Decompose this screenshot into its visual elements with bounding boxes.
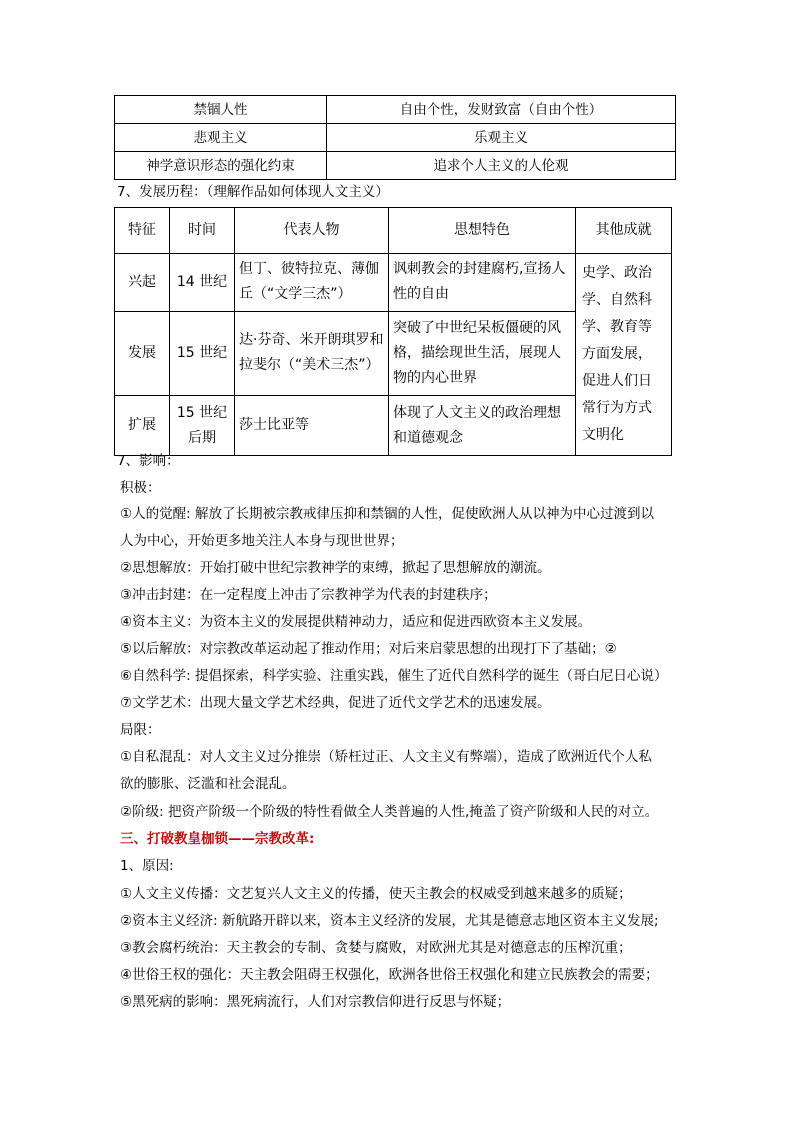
cause-line: ③教会腐朽统治：天主教会的专制、贪婪与腐败，对欧洲尤其是对德意志的压榨沉重； <box>120 940 632 956</box>
cause-line: ②资本主义经济: 新航路开辟以来，资本主义经济的发展，尤其是德意志地区资本主义发展; <box>120 913 659 929</box>
limit-line: 欲的膨胀、泛滥和社会混乱。 <box>120 776 296 792</box>
time-cell: 15 世纪 <box>170 311 235 396</box>
impact-line: ④资本主义：为资本主义的发展提供精神动力，适应和促进西欧资本主义发展。 <box>120 614 592 630</box>
people-cell: 达·芬奇、米开朗琪罗和拉斐尔（“美术三杰”） <box>235 311 389 396</box>
impact-line: 人为中心，开始更多地关注人本身与现世世界； <box>120 533 404 549</box>
people-cell: 莎士比亚等 <box>235 396 389 456</box>
thought-cell: 体现了人文主义的政治理想和道德观念 <box>389 396 576 456</box>
table-cell: 自由个性，发财致富（自由个性） <box>327 96 676 124</box>
development-table <box>114 207 672 456</box>
header-thought: 思想特色 <box>389 208 576 254</box>
positive-label: 积极： <box>120 480 161 496</box>
cause-line: ④世俗王权的强化：天主教会阻碍王权强化，欧洲各世俗王权强化和建立民族教会的需要； <box>120 967 659 983</box>
time-cell: 15 世纪后期 <box>170 396 235 456</box>
table-row <box>115 96 676 124</box>
table-cell: 禁锢人性 <box>115 96 327 124</box>
table-row <box>115 254 672 312</box>
limit-line: ②阶级: 把资产阶级一个阶级的特性看做全人类普遍的人性,掩盖了资产阶级和人民的对立。 <box>120 804 659 820</box>
table-row <box>115 152 676 180</box>
impact-line: ⑥自然科学: 提倡探索，科学实验、注重实践，催生了近代自然科学的诞生（哥白尼日心说） <box>120 668 668 684</box>
section-title: 三、打破教皇枷锁——宗教改革: <box>120 831 315 847</box>
development-heading: 7、发展历程：（理解作品如何体现人文主义） <box>117 184 389 200</box>
feature-cell: 扩展 <box>115 396 170 456</box>
header-people: 代表人物 <box>235 208 389 254</box>
cause-heading: 1、原因: <box>120 858 174 874</box>
table-cell: 悲观主义 <box>115 124 327 152</box>
thought-cell: 突破了中世纪呆板僵硬的风格，描绘现世生活，展现人物的内心世界 <box>389 311 576 396</box>
header-other: 其他成就 <box>576 208 672 254</box>
header-time: 时间 <box>170 208 235 254</box>
comparison-table <box>114 95 676 180</box>
impact-heading: 7、影响： <box>117 453 180 469</box>
impact-line: ②思想解放：开始打破中世纪宗教神学的束缚，掀起了思想解放的潮流。 <box>120 560 551 576</box>
feature-cell: 发展 <box>115 311 170 396</box>
table-cell: 神学意识形态的强化约束 <box>115 152 327 180</box>
table-cell: 追求个人主义的人伦观 <box>327 152 676 180</box>
limit-line: ①自私混乱：对人文主义过分推崇（矫枉过正、人文主义有弊端），造成了欧洲近代个人私 <box>120 749 652 765</box>
people-cell: 但丁、彼特拉克、薄伽丘（“文学三杰”） <box>235 254 389 312</box>
impact-line: ③冲击封建：在一定程度上冲击了宗教神学为代表的封建秩序； <box>120 587 497 603</box>
time-cell: 14 世纪 <box>170 254 235 312</box>
header-feature: 特征 <box>115 208 170 254</box>
thought-cell: 讽刺教会的封建腐朽,宣扬人性的自由 <box>389 254 576 312</box>
table-header-row <box>115 208 672 254</box>
feature-cell: 兴起 <box>115 254 170 312</box>
cause-line: ①人文主义传播：文艺复兴人文主义的传播，使天主教会的权威受到越来越多的质疑； <box>120 886 632 902</box>
impact-line: ⑤以后解放：对宗教改革运动起了推动作用；对后来启蒙思想的出现打下了基础；② <box>120 641 617 657</box>
limit-label: 局限： <box>120 722 161 738</box>
cause-line: ⑤黑死病的影响：黑死病流行，人们对宗教信仰进行反思与怀疑； <box>120 994 511 1010</box>
table-row <box>115 124 676 152</box>
table-cell: 乐观主义 <box>327 124 676 152</box>
impact-line: ①人的觉醒: 解放了长期被宗教戒律压抑和禁锢的人性，促使欧洲人从以神为中心过渡到以 <box>120 506 654 522</box>
other-achievements-cell: 史学、政治学、自然科学、教育等方面发展，促进人们日常行为方式文明化 <box>576 254 672 456</box>
impact-line: ⑦文学艺术：出现大量文学艺术经典，促进了近代文学艺术的迅速发展。 <box>120 695 551 711</box>
